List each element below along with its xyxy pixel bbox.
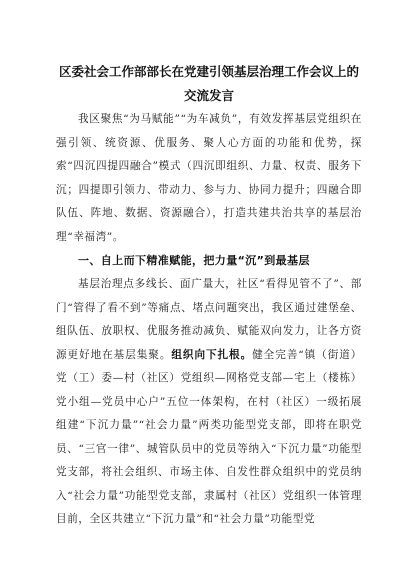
- section-paragraph: [56, 273, 362, 532]
- section-text-b: 健全完善“镇（街道）党（工）委—村（社区）党组织—网格党支部—宅上（楼栋）党小组—党员中心户”五位一体架构，在村（社区）一级拓展组建“下沉力量”“社会力量”两类功能型党支部，即将在职党员、“三官一律”、城管队员中的党员等纳入“下沉力量”功能型党支部，将社会组织、市场主体、自发性群众组织中的党员纳入“社会力量”功能型党支部，隶属村（社区）党组织一体管理目前，全区共建立“下沉力量”和“社会力量”功能型党: [56, 348, 362, 525]
- section-text-a: 基层治理点多线长、面广量大，社区“看得见管不了”、部门“管得了看不到”等痛点、堵点问题突出，我区通过建堡垒、组队伍、放职权、优服务推动减负、赋能双向发力，让各方资源更好地在基层集聚。: [56, 278, 362, 361]
- section-heading: 一、自上而下精准赋能，把力量“沉”到最基层: [78, 254, 310, 267]
- document-title: 区委社会工作部部长在党建引领基层治理工作会议上的交流发言: [58, 64, 359, 103]
- intro-paragraph: 我区聚焦“为马赋能”“为车减负”，有效发挥基层党组织在强引领、统资源、优服务、聚人心方面的功能和优势，探索“四沉四提四融合”模式（四沉即组织、力量、权责、服务下沉；四提即引领力、带动力、参与力、协同力提升；四融合即队伍、阵地、数据、资源融合），打造共建共治共享的基层治理“幸福湾”。: [56, 113, 362, 243]
- section-emphasis: 组织向下扎根。: [171, 348, 253, 361]
